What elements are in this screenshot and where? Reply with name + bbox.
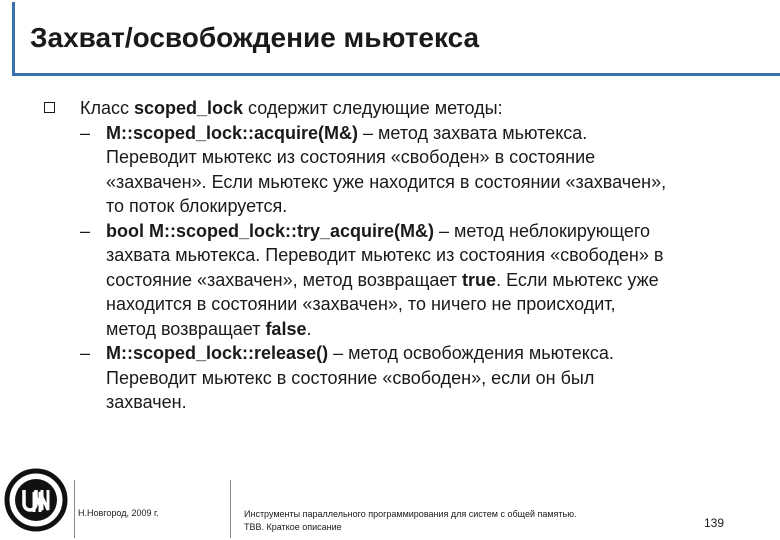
method-desc: – метод неблокирующего xyxy=(434,220,651,241)
method-desc: . xyxy=(306,318,312,339)
method-item-try-acquire xyxy=(0,219,780,342)
bullet-text-code: scoped_lock xyxy=(134,98,244,118)
slide-content xyxy=(0,96,780,415)
method-desc: . Если мьютекс уже xyxy=(496,269,659,290)
footer-location: Н.Новгород, 2009 г. xyxy=(78,508,159,518)
method-desc: – метод захвата мьютекса. xyxy=(358,122,588,143)
dash-bullet: – xyxy=(80,122,91,143)
method-desc: Переводит мьютекс в состояние «свободен», если он был xyxy=(106,367,595,388)
method-desc: захвата мьютекса. Переводит мьютекс из состояния «свободен» в xyxy=(106,245,664,265)
method-signature: M::scoped_lock::release() xyxy=(106,343,329,363)
dash-bullet: – xyxy=(80,343,91,363)
method-desc: Переводит мьютекс из состояния «свободен» в состояние xyxy=(106,147,596,167)
footer-course-line2: TBB. Краткое описание xyxy=(244,522,342,532)
method-signature: bool M::scoped_lock::try_acquire(M&) xyxy=(106,220,435,241)
unn-logo-icon xyxy=(4,468,68,532)
slide-title: Захват/освобождение мьютекса xyxy=(30,22,480,53)
method-desc: то поток блокируется. xyxy=(106,196,288,216)
square-bullet-icon xyxy=(44,102,55,113)
footer-divider xyxy=(230,480,231,538)
title-underline-rule xyxy=(12,73,780,76)
method-desc: «захвачен». Если мьютекс уже находится в состоянии «захвачен», xyxy=(106,171,667,192)
method-desc: состояние «захвачен», метод возвращает xyxy=(106,269,463,290)
dash-bullet: – xyxy=(80,220,91,241)
keyword-false: false xyxy=(265,318,307,339)
footer-divider xyxy=(74,480,75,538)
title-left-rule xyxy=(12,2,15,74)
method-desc: находится в состоянии «захвачен», то ничего не происходит, xyxy=(106,294,616,314)
bullet-item xyxy=(0,96,780,121)
bullet-text-suffix: содержит следующие методы: xyxy=(243,98,503,118)
footer-course-line1: Инструменты параллельного программирования для систем с общей памятью. xyxy=(244,509,577,519)
page-number: 139 xyxy=(704,516,725,530)
method-item-acquire xyxy=(0,121,780,219)
method-signature: M::scoped_lock::acquire(M&) xyxy=(106,122,359,143)
keyword-true: true xyxy=(462,269,497,290)
method-desc: – метод освобождения мьютекса. xyxy=(328,343,614,363)
method-desc: захвачен. xyxy=(106,392,187,412)
footer-course xyxy=(244,508,577,534)
method-desc: метод возвращает xyxy=(106,318,266,339)
bullet-text-prefix: Класс xyxy=(80,98,134,118)
method-item-release xyxy=(0,341,780,415)
